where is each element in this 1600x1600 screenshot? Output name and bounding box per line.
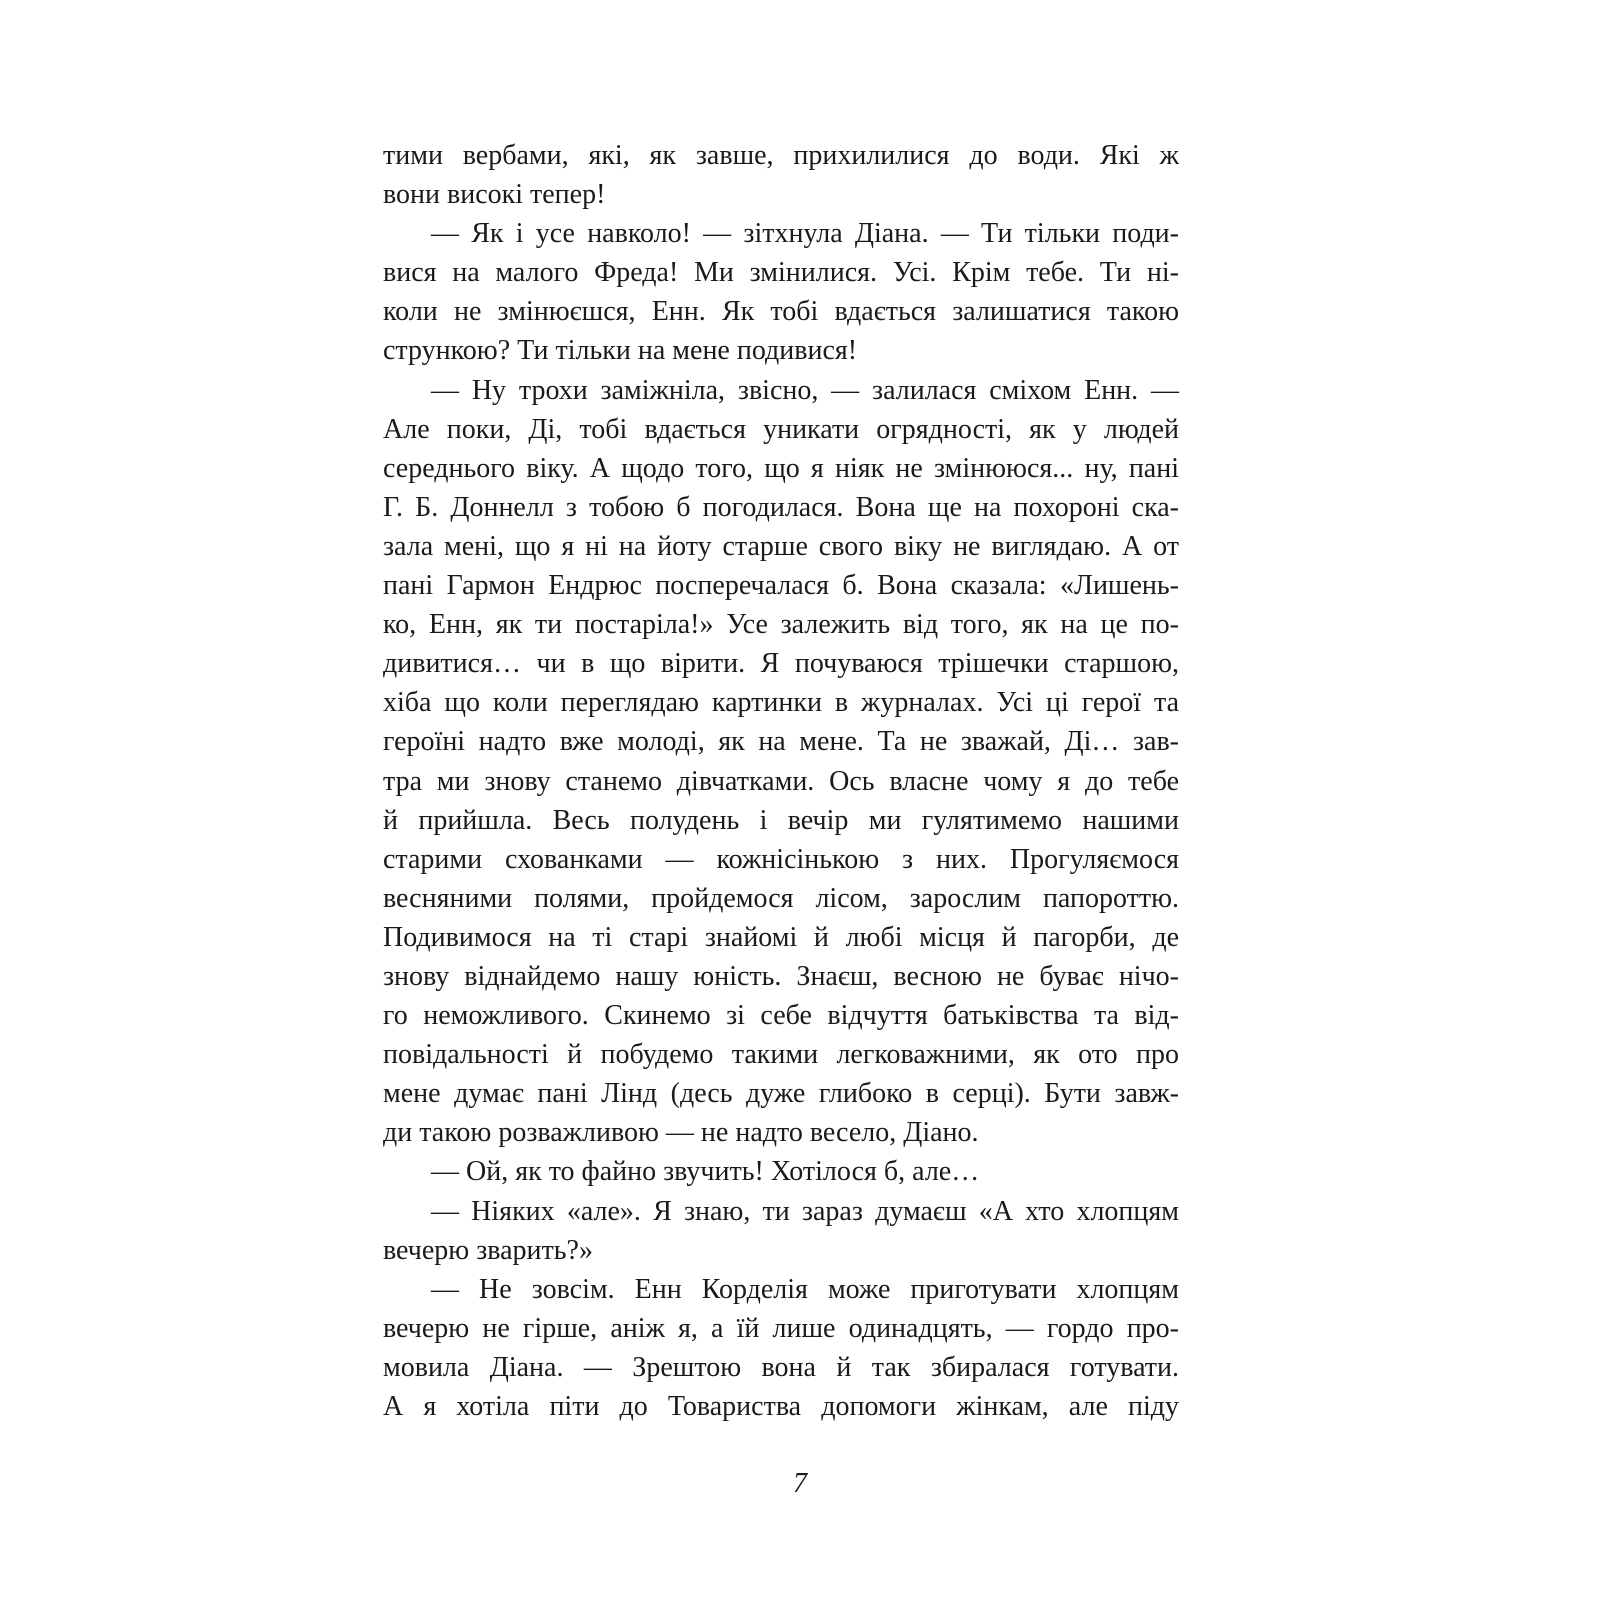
text-line: А я хотіла піти до Товариства допомоги жінкам, але піду [383, 1391, 1179, 1422]
text-line: й прийшла. Весь полудень і вечір ми гулятимемо нашими [383, 804, 1179, 836]
text-line: тими вербами, які, як завше, прихилилися до води. Які ж [383, 140, 1179, 171]
text-line: ди такою розважливою — не надто весело, Діано. [383, 1117, 979, 1149]
text-line: зала мені, що я ні на йоту старше свого віку не виглядаю. А от [383, 530, 1179, 562]
text-line: вися на малого Фреда! Ми змінилися. Усі. Крім тебе. Ти ні- [383, 257, 1179, 289]
text-line: тра ми знову станемо дівчатками. Ось власне чому я до тебе [383, 765, 1179, 797]
text-line: знову віднайдемо нашу юність. Знаєш, весною не буває нічо- [383, 960, 1179, 992]
text-line: Але поки, Ді, тобі вдається уникати огрядності, як у людей [383, 413, 1179, 445]
text-line: героїні надто вже молоді, як на мене. Та не зважай, Ді… зав- [383, 726, 1179, 758]
text-line: середнього віку. А щодо того, що я ніяк не змінююся... ну, пані [383, 452, 1179, 484]
text-line: ко, Енн, як ти постаріла!» Усе залежить від того, як на це по- [383, 609, 1179, 641]
text-line: коли не змінюєшся, Енн. Як тобі вдається залишатися такою [383, 296, 1179, 328]
text-line: вечерю зварить?» [383, 1234, 593, 1266]
text-line: старими схованками — кожнісінькою з них. Прогуляємося [383, 843, 1179, 875]
text-line: — Не зовсім. Енн Корделія може приготувати хлопцям [431, 1273, 1179, 1305]
text-line: дивитися… чи в що вірити. Я почуваюся трішечки старшою, [383, 648, 1179, 680]
text-line: — Ну трохи заміжніла, звісно, — залилася сміхом Енн. — [431, 374, 1179, 406]
text-line: вони високі тепер! [383, 179, 606, 211]
text-line: — Як і усе навколо! — зітхнула Діана. — Ти тільки поди- [431, 218, 1179, 250]
text-line: пані Гармон Ендрюс посперечалася б. Вона сказала: «Лишень- [383, 570, 1179, 602]
text-line: вечерю не гірше, аніж я, а їй лише одинадцять, — гордо про- [383, 1312, 1179, 1344]
text-line: Подивимося на ті старі знайомі й любі місця й пагорби, де [383, 921, 1179, 953]
text-line: Г. Б. Доннелл з тобою б погодилася. Вона ще на похороні ска- [383, 491, 1179, 523]
page-number: 7 [793, 1468, 807, 1499]
text-line: — Ой, як то файно звучить! Хотілося б, але… [431, 1156, 980, 1188]
text-line: хіба що коли переглядаю картинки в журналах. Усі ці герої та [383, 687, 1179, 719]
text-line: мене думає пані Лінд (десь дуже глибоко в серці). Бути завж- [383, 1078, 1179, 1110]
text-line: — Ніяких «але». Я знаю, ти зараз думаєш «А хто хлопцям [431, 1195, 1179, 1227]
text-line: повідальності й побудемо такими легковажними, як ото про [383, 1039, 1179, 1071]
text-line: стрункою? Ти тільки на мене подивися! [383, 335, 858, 367]
text-line: весняними полями, пройдемося лісом, зарослим папороттю. [383, 882, 1179, 914]
text-line: мовила Діана. — Зрештою вона й так збиралася готувати. [383, 1351, 1179, 1383]
body-text [383, 136, 1179, 1426]
text-line: го неможливого. Скинемо зі себе відчуття батьківства та від- [383, 1000, 1179, 1032]
